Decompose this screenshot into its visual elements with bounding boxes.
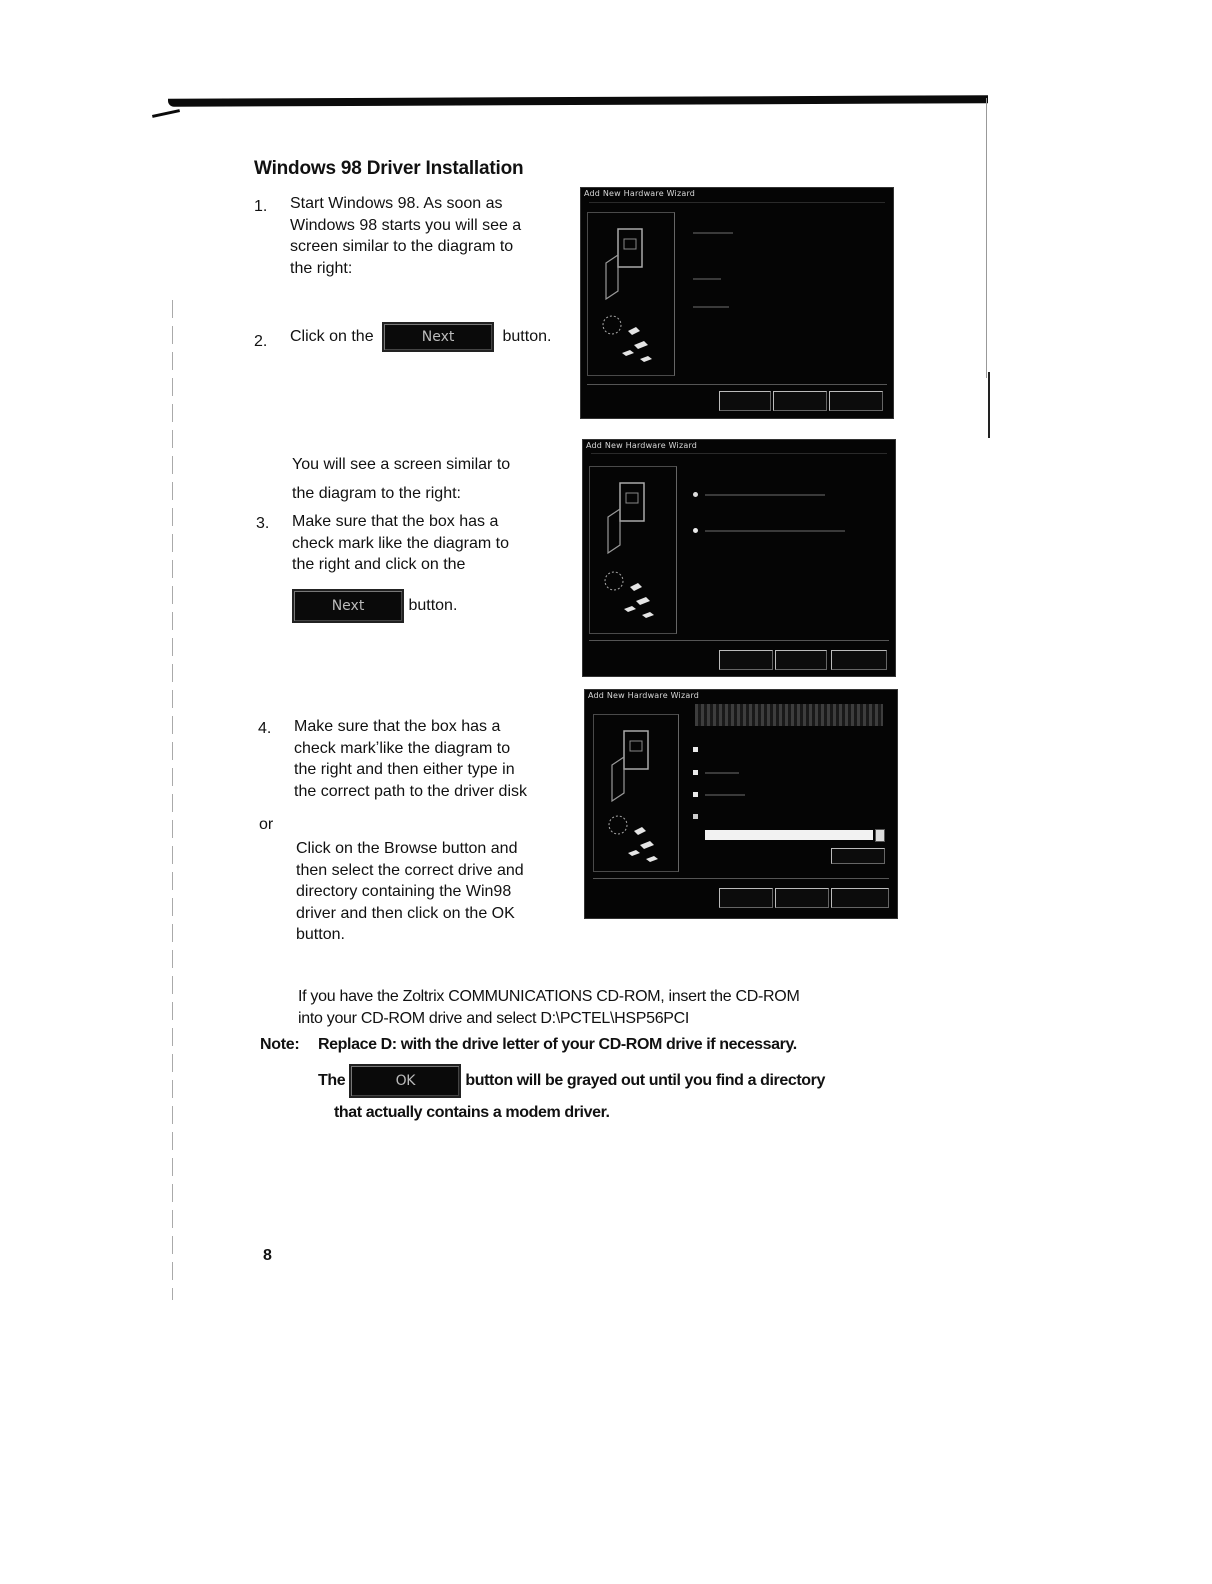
wizard-screenshot-1 xyxy=(580,187,894,419)
step-1-text xyxy=(290,193,575,279)
step-3-line: check mark like the diagram to xyxy=(292,534,509,552)
step-3-button-row xyxy=(292,589,457,623)
cdrom-line: If you have the Zoltrix COMMUNICATIONS CD-ROM, insert the CD-ROM xyxy=(298,988,800,1005)
next-button-image: Next xyxy=(382,322,494,352)
note-line-1: Replace D: with the drive letter of your CD-ROM drive if necessary. xyxy=(318,1036,797,1053)
step-3-number: 3. xyxy=(256,515,270,532)
step-4-line: the correct path to the driver disk xyxy=(294,782,527,800)
step-2-after: button. xyxy=(502,328,552,346)
wizard-title: Add New Hardware Wizard xyxy=(588,691,700,700)
step-2-before: Click on the xyxy=(290,328,374,346)
browse-text xyxy=(296,838,581,946)
note-line-2 xyxy=(318,1064,825,1098)
step-2-number: 2. xyxy=(254,333,268,350)
step-4-line: check markʼlike the diagram to xyxy=(294,739,511,757)
wizard-cancel-button xyxy=(831,888,889,908)
checkbox-icon xyxy=(693,792,698,797)
checkbox-icon xyxy=(693,747,698,752)
note-the: The xyxy=(318,1072,346,1090)
path-field xyxy=(705,830,873,840)
wizard-divider xyxy=(591,453,887,454)
wizard-divider xyxy=(589,640,889,641)
step-4-number: 4. xyxy=(258,720,272,737)
checkbox-icon xyxy=(693,770,698,775)
top-rule xyxy=(168,95,988,107)
hardware-icon xyxy=(588,213,674,375)
hardware-icon xyxy=(594,715,678,871)
note-line-3: that actually contains a modem driver. xyxy=(334,1104,610,1121)
wizard-title: Add New Hardware Wizard xyxy=(586,441,698,450)
page-edge-right xyxy=(986,98,987,378)
wizard-browse-button xyxy=(831,848,885,864)
page-number: 8 xyxy=(263,1247,272,1264)
step-3-text xyxy=(292,511,577,576)
wizard-instructions xyxy=(695,704,883,726)
browse-line: directory containing the Win98 xyxy=(296,883,512,900)
browse-line: driver and then click on the OK xyxy=(296,904,515,922)
page-edge-right-mark xyxy=(988,372,990,438)
step-1-number: 1. xyxy=(254,198,268,215)
note-line-2-text: button will be grayed out until you find a directory xyxy=(465,1072,825,1090)
wizard-image-panel xyxy=(593,714,679,872)
step-1-line: Start Windows 98. As soon as xyxy=(290,195,503,212)
step-3-line: Make sure that the box has a xyxy=(292,513,499,530)
wizard-image-panel xyxy=(587,212,675,376)
intro-text xyxy=(292,450,572,508)
step-4-text xyxy=(294,716,579,802)
wizard-back-button xyxy=(719,391,771,411)
radio-icon xyxy=(693,528,698,533)
checkbox-checked-icon xyxy=(693,814,698,819)
radio-icon xyxy=(693,492,698,497)
top-rule-tail xyxy=(152,109,180,118)
page-edge-left xyxy=(172,300,173,1300)
step-1-line: the right: xyxy=(290,259,353,277)
next-button-image: Next xyxy=(292,589,404,623)
wizard-divider xyxy=(593,878,889,879)
wizard-screenshot-2 xyxy=(582,439,896,677)
intro-line: You will see a screen similar to xyxy=(292,456,511,473)
wizard-divider xyxy=(589,202,885,203)
intro-line: the diagram to the right: xyxy=(292,485,461,502)
wizard-back-button xyxy=(719,888,773,908)
wizard-next-button xyxy=(773,391,827,411)
step-3-after: button. xyxy=(408,597,458,615)
wizard-cancel-button xyxy=(829,391,883,411)
wizard-screenshot-3 xyxy=(584,689,898,919)
wizard-next-button xyxy=(775,888,829,908)
step-3-line: the right and click on the xyxy=(292,556,466,573)
cdrom-text xyxy=(298,986,918,1029)
wizard-title: Add New Hardware Wizard xyxy=(584,189,696,198)
cdrom-line: into your CD-ROM drive and select D:\PCTEL\HSP56PCI xyxy=(298,1009,690,1027)
wizard-cancel-button xyxy=(831,650,887,670)
ok-button-image: OK xyxy=(349,1064,461,1098)
step-4-line: Make sure that the box has a xyxy=(294,718,501,735)
wizard-back-button xyxy=(719,650,773,670)
browse-line: button. xyxy=(296,926,345,943)
step-1-line: screen similar to the diagram to xyxy=(290,238,514,255)
wizard-next-button xyxy=(775,650,827,670)
or-text: or xyxy=(259,816,274,833)
wizard-divider xyxy=(587,384,887,385)
page-title: Windows 98 Driver Installation xyxy=(254,158,524,179)
step-1-line: Windows 98 starts you will see a xyxy=(290,216,522,234)
browse-line: then select the correct drive and xyxy=(296,861,524,879)
step-4-line: the right and then either type in xyxy=(294,761,515,778)
browse-line: Click on the Browse button and xyxy=(296,840,518,857)
dropdown-arrow-icon xyxy=(875,829,885,842)
step-2-text xyxy=(290,322,551,352)
hardware-icon xyxy=(590,467,676,633)
wizard-image-panel xyxy=(589,466,677,634)
note-label: Note: xyxy=(260,1036,300,1053)
